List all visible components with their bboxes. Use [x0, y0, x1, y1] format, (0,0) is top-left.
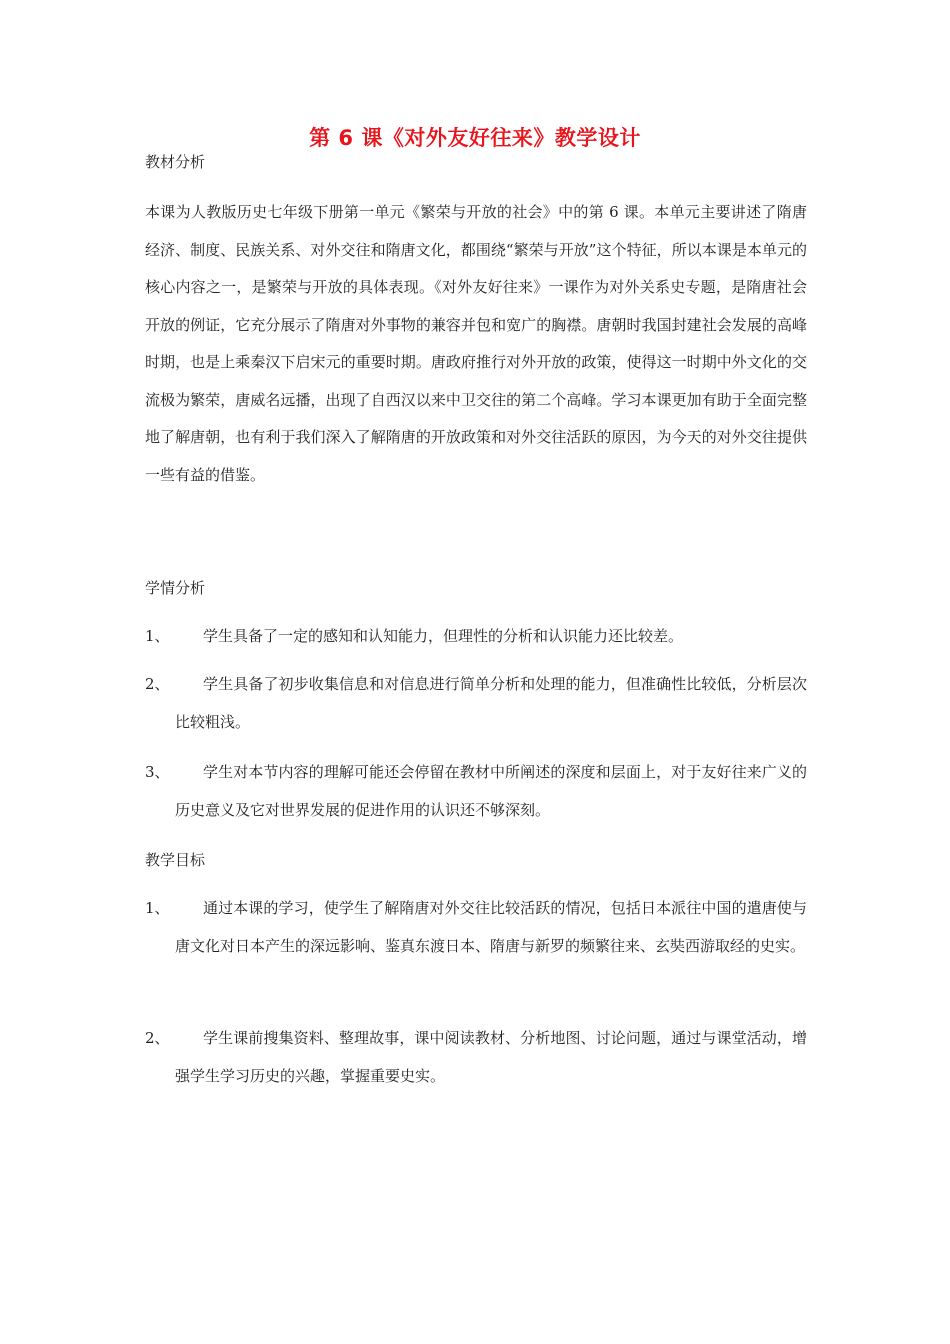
list-item-number: 1、	[145, 899, 170, 917]
list-item	[145, 618, 807, 656]
list-item-text: 通过本课的学习，使学生了解隋唐对外交往比较活跃的情况，包括日本派往中国的遣唐使与唐文化对日本产生的深远影响、鉴真东渡日本、隋唐与新罗的频繁往来、玄奘西游取经的史实。	[175, 899, 807, 955]
list-item-number: 2、	[145, 1029, 170, 1047]
document-title: 第 6 课《对外友好往来》教学设计	[309, 126, 641, 150]
list-item-text: 学生具备了初步收集信息和对信息进行简单分析和处理的能力，但准确性比较低，分析层次比较粗浅。	[175, 675, 807, 731]
list-item-text: 学生课前搜集资料、整理故事，课中阅读教材、分析地图、讨论问题，通过与课堂活动，增强学生学习历史的兴趣，掌握重要史实。	[175, 1029, 807, 1085]
section-heading-teaching-goals: 教学目标	[145, 851, 206, 869]
list-item-number: 2、	[145, 675, 170, 693]
list-item	[145, 890, 807, 965]
list-item-text: 学生对本节内容的理解可能还会停留在教材中所阐述的深度和层面上，对于友好往来广义的历史意义及它对世界发展的促进作用的认识还不够深刻。	[175, 763, 807, 819]
section-heading-textbook-analysis: 教材分析	[145, 153, 206, 171]
list-item	[145, 754, 807, 829]
textbook-analysis-paragraph: 本课为人教版历史七年级下册第一单元《繁荣与开放的社会》中的第 6 课。本单元主要讲述了隋唐经济、制度、民族关系、对外交往和隋唐文化，都围绕“繁荣与开放”这个特征，所以本课是本单元的核心内容之一，是繁荣与开放的具体表现。《对外友好往来》一课作为对外关系史专题，是隋唐社会开放的例证，它充分展示了隋唐对外事物的兼容并包和宽广的胸襟。唐朝时我国封建社会发展的高峰时期，也是上乘秦汉下启宋元的重要时期。唐政府推行对外开放的政策，使得这一时期中外文化的交流极为繁荣，唐威名远播，出现了自西汉以来中卫交往的第二个高峰。学习本课更加有助于全面完整地了解唐朝，也有利于我们深入了解隋唐的开放政策和对外交往活跃的原因，为今天的对外交往提供一些有益的借鉴。	[145, 203, 807, 484]
section-heading-student-analysis: 学情分析	[145, 579, 206, 597]
list-item-text: 学生具备了一定的感知和认知能力，但理性的分析和认识能力还比较差。	[203, 627, 684, 645]
list-item	[145, 666, 807, 741]
list-item-number: 1、	[145, 627, 170, 645]
list-item-number: 3、	[145, 763, 170, 781]
list-item	[145, 1020, 807, 1095]
